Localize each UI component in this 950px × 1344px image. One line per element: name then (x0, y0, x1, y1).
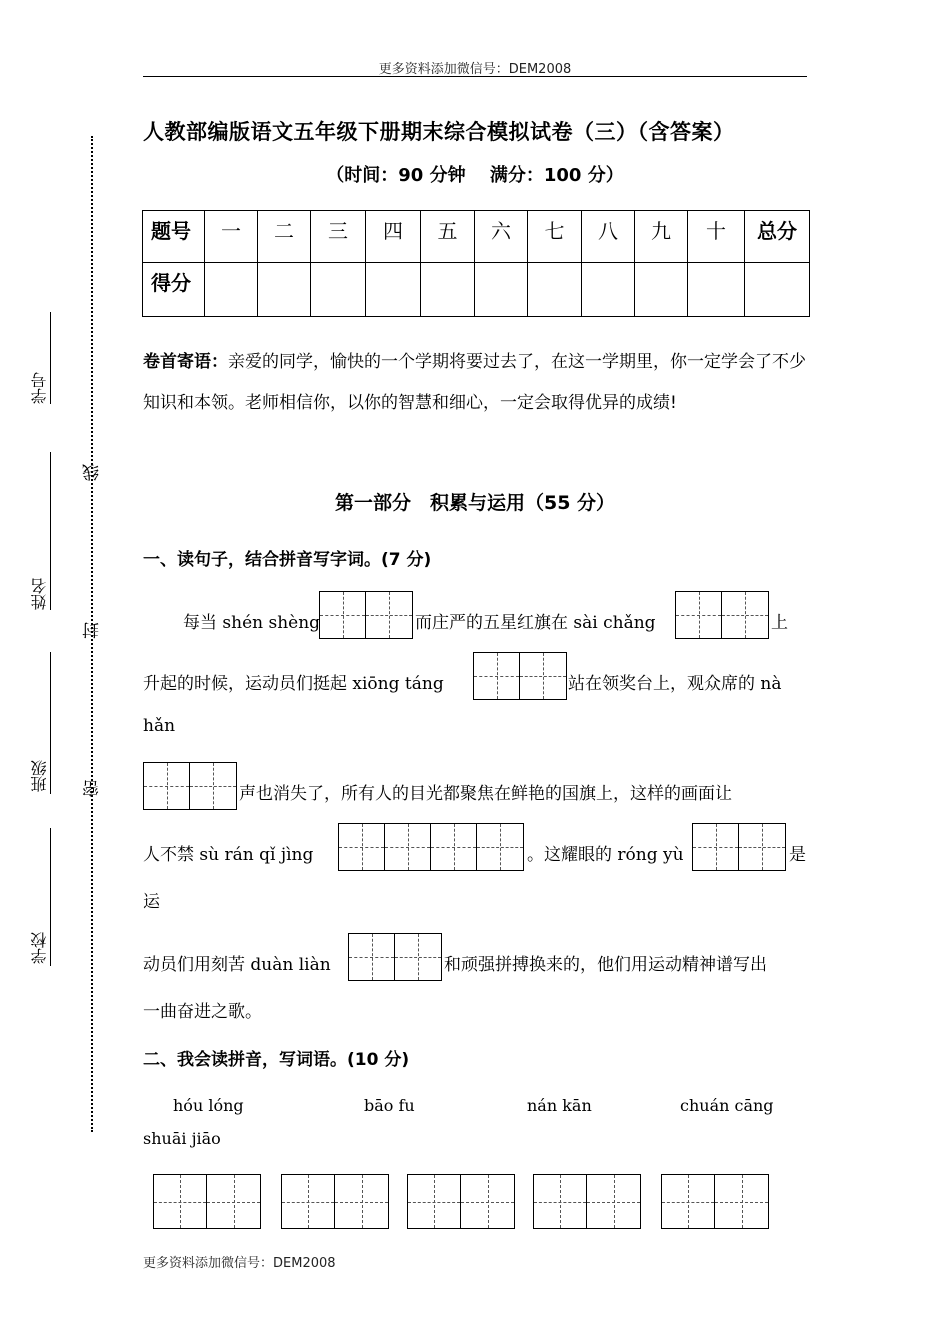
q1-text: 人不禁 sù rán qǐ jìng (143, 845, 314, 865)
table-header-cell: 五 (421, 211, 475, 263)
section-heading: 第一部分 积累与运用（55 分） (334, 492, 616, 514)
school-line[interactable] (50, 828, 51, 966)
intro-paragraph (143, 342, 807, 424)
answer-box[interactable] (675, 591, 769, 639)
q1-text: 是 (789, 845, 806, 865)
q1-text: 。这耀眼的 róng yù (527, 845, 684, 865)
word-box[interactable] (407, 1174, 515, 1229)
q1-text: 升起的时候，运动员们挺起 xiōng táng (143, 674, 444, 694)
q1-text: 上 (771, 613, 788, 633)
score-cell[interactable] (421, 263, 475, 317)
table-header-cell: 一 (205, 211, 258, 263)
q1-text: hǎn (143, 716, 176, 736)
score-cell[interactable] (582, 263, 635, 317)
table-header-cell: 题号 (143, 211, 205, 263)
exam-time-score: （时间：90 分钟 满分：100 分） (326, 165, 624, 186)
student-id-line[interactable] (50, 312, 51, 404)
q1-text: 运 (143, 892, 160, 912)
q2-pinyin: nán kān (527, 1096, 592, 1115)
header-rule (143, 76, 807, 77)
score-cell[interactable] (258, 263, 311, 317)
score-cell[interactable] (688, 263, 745, 317)
student-name-line[interactable] (50, 452, 51, 610)
answer-box[interactable] (319, 591, 413, 639)
score-cell[interactable] (366, 263, 421, 317)
word-box[interactable] (281, 1174, 389, 1229)
intro-text: 亲爱的同学，愉快的一个学期将要过去了，在这一学期里，你一定学会了不少知识和本领。老师相信你，以你的智慧和细心，一定会取得优异的成绩! (143, 352, 806, 413)
q1-text: 一曲奋进之歌。 (143, 1002, 262, 1022)
score-cell[interactable] (311, 263, 366, 317)
table-header-cell: 四 (366, 211, 421, 263)
q2-pinyin: shuāi jiāo (143, 1129, 221, 1148)
binding-word-feng: 封 (83, 622, 103, 639)
q1-text: 声也消失了，所有人的目光都聚焦在鲜艳的国旗上，这样的画面让 (239, 784, 732, 804)
q1-text: 站在领奖台上，观众席的 nà (568, 674, 782, 694)
table-header-cell: 八 (582, 211, 635, 263)
q1-text: 动员们用刻苦 duàn liàn (143, 955, 331, 975)
word-box[interactable] (661, 1174, 769, 1229)
q2-pinyin: bāo fu (364, 1096, 415, 1115)
score-cell[interactable] (475, 263, 528, 317)
binding-word-xian: 线 (83, 464, 103, 481)
score-cell[interactable] (745, 263, 810, 317)
table-header-cell: 总分 (745, 211, 810, 263)
score-cell[interactable] (205, 263, 258, 317)
table-header-cell: 三 (311, 211, 366, 263)
word-box[interactable] (153, 1174, 261, 1229)
class-label: 班级 (30, 760, 49, 792)
answer-box[interactable] (338, 823, 524, 871)
q1-text: 和顽强拼搏换来的，他们用运动精神谱写出 (444, 955, 767, 975)
school-label: 学校 (30, 932, 49, 964)
q2-pinyin: hóu lóng (173, 1096, 244, 1115)
word-box[interactable] (533, 1174, 641, 1229)
q1-text: 而庄严的五星红旗在 sài chǎng (415, 613, 656, 633)
score-cell[interactable] (528, 263, 582, 317)
page-title: 人教部编版语文五年级下册期末综合模拟试卷（三）（含答案） (143, 120, 735, 144)
table-header-cell: 六 (475, 211, 528, 263)
table-header-cell: 二 (258, 211, 311, 263)
binding-word-mi: 密 (83, 780, 103, 797)
student-name-label: 姓名 (30, 578, 49, 610)
answer-box[interactable] (692, 823, 786, 871)
table-header-cell: 七 (528, 211, 582, 263)
answer-box[interactable] (143, 762, 237, 810)
question-2-heading: 二、我会读拼音，写词语。(10 分) (143, 1050, 410, 1070)
score-table (142, 210, 810, 317)
header-note: 更多资料添加微信号：DEM2008 (378, 62, 572, 77)
answer-box[interactable] (348, 933, 442, 981)
score-cell[interactable] (635, 263, 688, 317)
footer-note: 更多资料添加微信号：DEM2008 (143, 1256, 336, 1271)
student-id-label: 学号 (30, 372, 49, 404)
intro-label: 卷首寄语： (143, 352, 228, 372)
score-row-label: 得分 (143, 263, 205, 317)
table-header-cell: 十 (688, 211, 745, 263)
question-1-heading: 一、读句子，结合拼音写字词。(7 分) (143, 550, 432, 570)
answer-box[interactable] (473, 652, 567, 700)
q2-pinyin: chuán cāng (680, 1096, 774, 1115)
table-header-cell: 九 (635, 211, 688, 263)
class-line[interactable] (50, 652, 51, 794)
q1-text: 每当 shén shèng (183, 613, 321, 633)
